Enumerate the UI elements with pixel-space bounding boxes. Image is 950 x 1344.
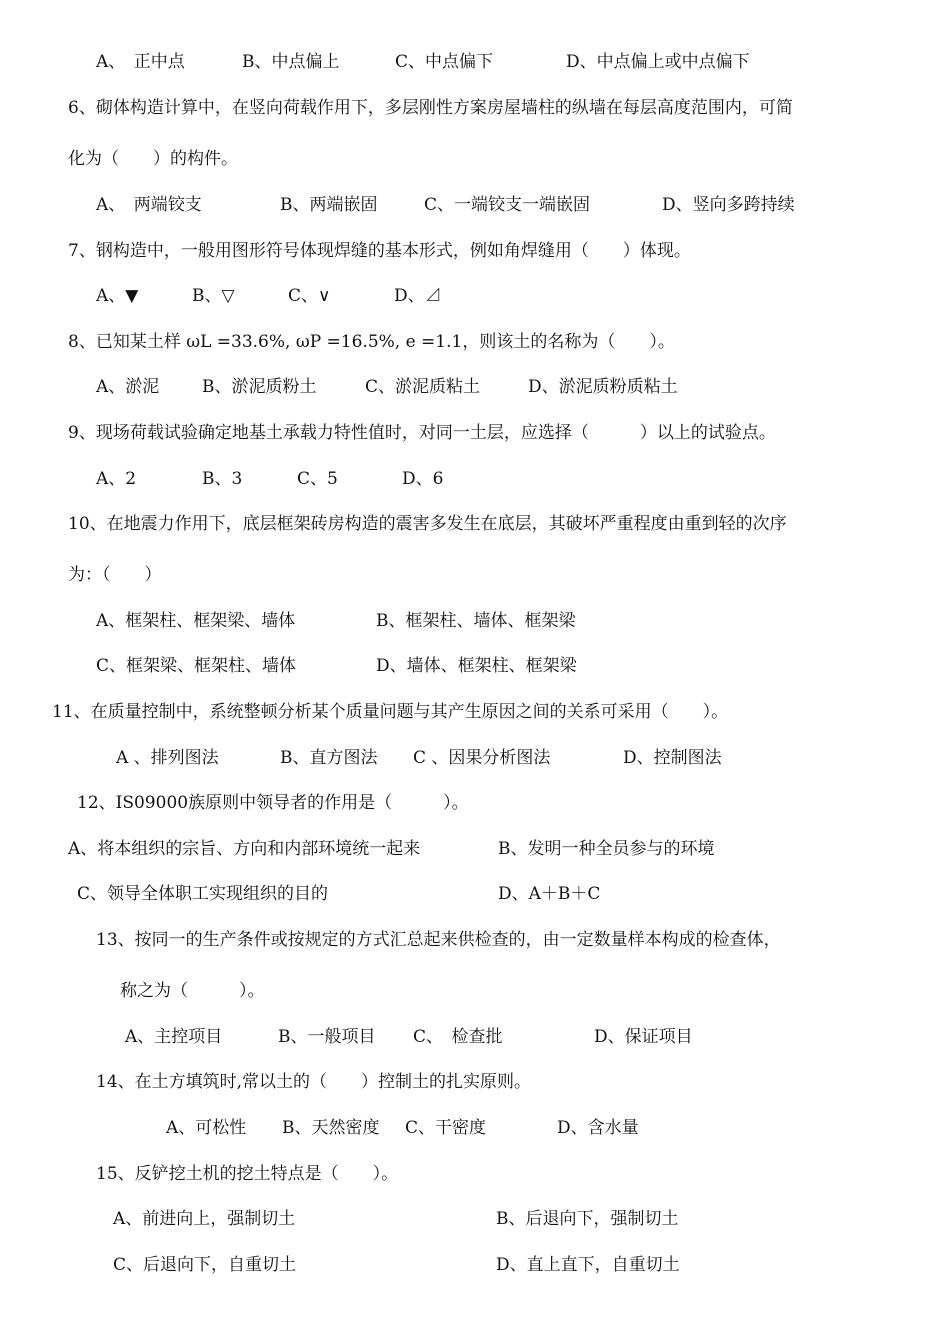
q7-option-c: C、∨ xyxy=(288,286,331,306)
q7-option-a: A、▼ xyxy=(96,286,139,306)
q14-option-b: B、天然密度 xyxy=(282,1118,380,1138)
q5-option-c: C、中点偏下 xyxy=(395,52,494,72)
q15-option-c: C、后退向下，自重切土 xyxy=(113,1255,297,1275)
q15-option-d: D、直上直下，自重切土 xyxy=(496,1255,680,1275)
q10-option-a: A、框架柱、框架梁、墙体 xyxy=(96,611,296,631)
q8-option-d: D、淤泥质粉质粘土 xyxy=(528,377,678,397)
q13-option-b: B、一般项目 xyxy=(278,1027,376,1047)
q7-stem: 7、钢构造中，一般用图形符号体现焊缝的基本形式，例如角焊缝用（ ）体现。 xyxy=(68,241,691,261)
q10-option-d: D、墙体、框架柱、框架梁 xyxy=(376,656,577,676)
q10-stem-line2: 为：（ ） xyxy=(68,565,162,585)
q14-stem: 14、在土方填筑时,常以土的（ ）控制土的扎实原则。 xyxy=(96,1072,532,1092)
q9-option-d: D、6 xyxy=(402,469,444,489)
q7-option-d: D、⊿ xyxy=(394,286,442,306)
q14-option-a: A、可松性 xyxy=(166,1118,247,1138)
q6-option-b: B、两端嵌固 xyxy=(280,195,378,215)
q12-option-c: C、领导全体职工实现组织的目的 xyxy=(77,884,329,904)
q5-option-a: A、 正中点 xyxy=(96,52,185,72)
q14-option-c: C、干密度 xyxy=(405,1118,487,1138)
q10-stem-line1: 10、在地震力作用下，底层框架砖房构造的震害多发生在底层，其破坏严重程度由重到轻的次序 xyxy=(68,514,787,534)
q10-option-b: B、框架柱、墙体、框架梁 xyxy=(376,611,576,631)
q5-option-d: D、中点偏上或中点偏下 xyxy=(566,52,750,72)
q12-option-d: D、A＋B＋C xyxy=(498,884,601,904)
q13-option-a: A、主控项目 xyxy=(125,1027,223,1047)
q11-option-d: D、控制图法 xyxy=(623,748,722,768)
q14-option-d: D、含水量 xyxy=(557,1118,639,1138)
q13-stem-line1: 13、按同一的生产条件或按规定的方式汇总起来供检查的，由一定数量样本构成的检查体， xyxy=(96,930,781,950)
q9-option-a: A、2 xyxy=(96,469,137,489)
q9-option-c: C、5 xyxy=(297,469,338,489)
q8-stem: 8、已知某土样 ωL =33.6%, ωP =16.5%, e =1.1，则该土的名称为（ ）。 xyxy=(68,332,675,352)
q11-option-b: B、直方图法 xyxy=(280,748,378,768)
q15-option-a: A、前进向上，强制切土 xyxy=(113,1209,296,1229)
q6-stem-line1: 6、砌体构造计算中，在竖向荷载作用下，多层刚性方案房屋墙柱的纵墙在每层高度范围内，可简 xyxy=(68,98,793,118)
q13-stem-line2: 称之为（ ）。 xyxy=(120,981,265,1001)
q7-option-b: B、▽ xyxy=(192,286,235,306)
q6-option-c: C、一端铰支一端嵌固 xyxy=(424,195,591,215)
q15-stem: 15、反铲挖土机的挖土特点是（ ）。 xyxy=(96,1164,399,1184)
q6-option-d: D、竖向多跨持续 xyxy=(662,195,795,215)
q12-option-b: B、发明一种全员参与的环境 xyxy=(498,839,715,859)
q6-stem-line2: 化为（ ）的构件。 xyxy=(68,149,238,169)
q6-option-a: A、 两端铰支 xyxy=(96,195,202,215)
q11-option-a: A 、排列图法 xyxy=(116,748,219,768)
q11-option-c: C 、因果分析图法 xyxy=(413,748,551,768)
q5-option-b: B、中点偏上 xyxy=(242,52,340,72)
q8-option-a: A、淤泥 xyxy=(96,377,160,397)
q12-option-a: A、将本组织的宗旨、方向和内部环境统一起来 xyxy=(68,839,421,859)
q9-option-b: B、3 xyxy=(202,469,243,489)
q8-option-b: B、淤泥质粉土 xyxy=(202,377,317,397)
q13-option-d: D、保证项目 xyxy=(594,1027,693,1047)
q8-option-c: C、淤泥质粘土 xyxy=(365,377,481,397)
q10-option-c: C、框架梁、框架柱、墙体 xyxy=(96,656,297,676)
q13-option-c: C、 检查批 xyxy=(413,1027,503,1047)
q9-stem: 9、现场荷载试验确定地基土承载力特性值时，对同一土层，应选择（ ）以上的试验点。 xyxy=(68,423,776,443)
q12-stem: 12、IS09000族原则中领导者的作用是（ ）。 xyxy=(77,793,469,813)
q11-stem: 11、在质量控制中，系统整顿分析某个质量问题与其产生原因之间的关系可采用（ ）。 xyxy=(52,702,729,722)
q15-option-b: B、后退向下，强制切土 xyxy=(496,1209,679,1229)
